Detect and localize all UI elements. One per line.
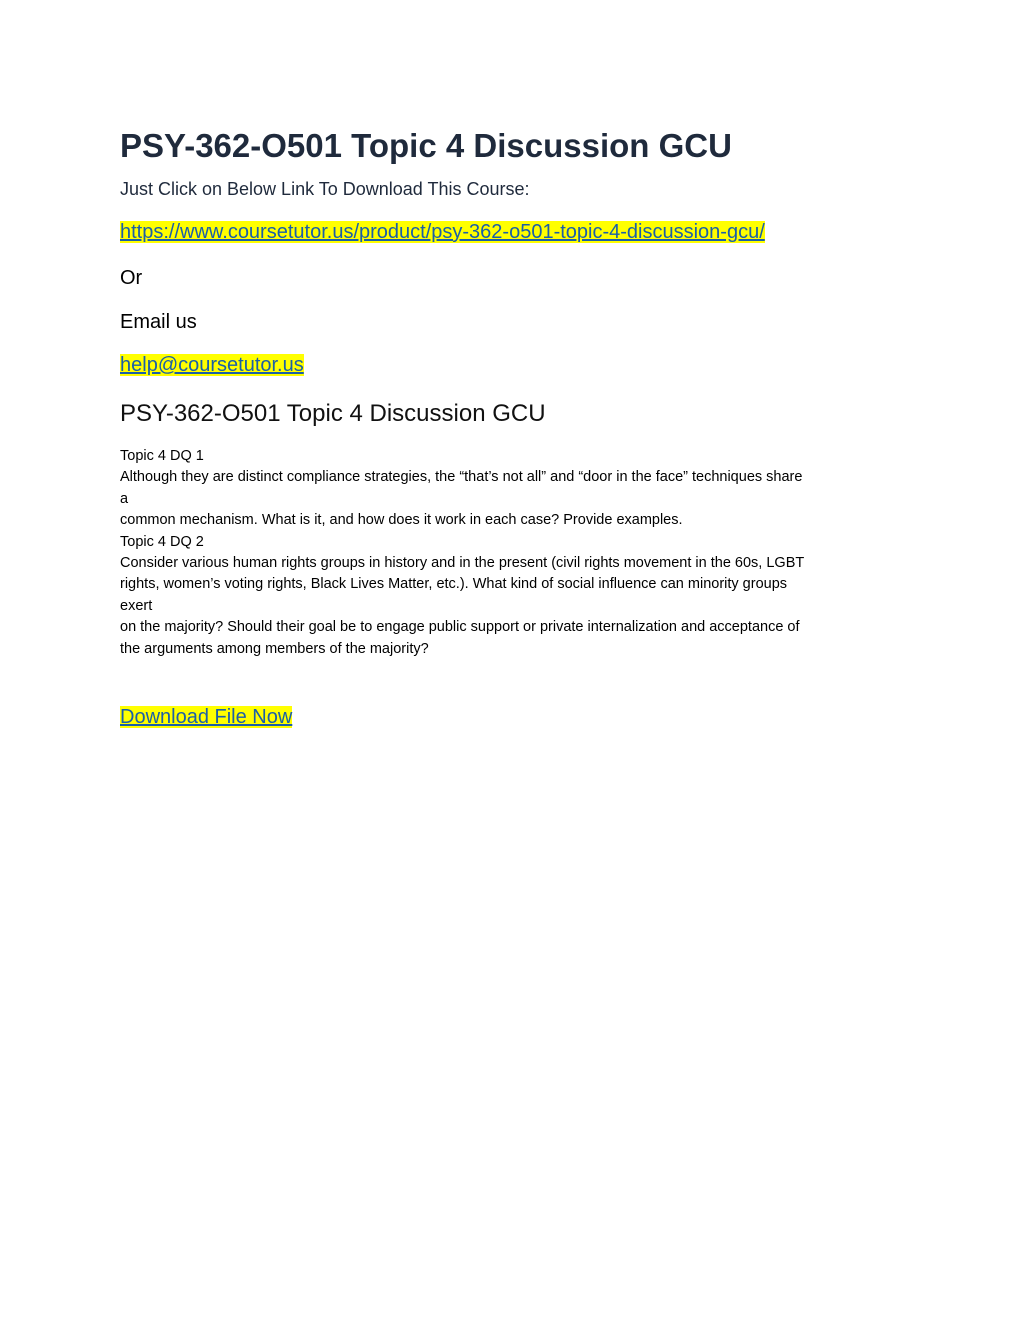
body-line: on the majority? Should their goal be to engage public support or private internalization and acceptance of (120, 619, 800, 636)
download-instruction: Just Click on Below Link To Download This Course: (120, 179, 530, 199)
body-line: Although they are distinct compliance strategies, the “that’s not all” and “door in the face” techniques share (120, 469, 803, 486)
download-link-line (120, 704, 292, 730)
body-line: Consider various human rights groups in history and in the present (civil rights movement in the 60s, LGBT (120, 555, 805, 572)
body-line: the arguments among members of the majority? (120, 640, 429, 657)
body-line: common mechanism. What is it, and how does it work in each case? Provide examples. (120, 512, 683, 529)
body-line: Topic 4 DQ 1 (120, 448, 204, 464)
body-line: a (120, 490, 129, 507)
page-title: PSY-362-O501 Topic 4 Discussion GCU (120, 127, 732, 164)
email-link[interactable]: help@coursetutor.us (120, 354, 304, 376)
body-line: rights, women’s voting rights, Black Lives Matter, etc.). What kind of social influence can minority groups (120, 576, 788, 593)
course-link[interactable]: https://www.coursetutor.us/product/psy-362-o501-topic-4-discussion-gcu/ (120, 221, 765, 243)
course-link-line (120, 219, 765, 245)
body-line: Topic 4 DQ 2 (120, 533, 204, 550)
discussion-body (120, 446, 910, 660)
body-line: exert (120, 597, 153, 614)
email-link-line (120, 352, 304, 378)
download-file-link[interactable]: Download File Now (120, 706, 293, 728)
or-text: Or (120, 267, 143, 289)
email-label: Email us (120, 311, 197, 333)
section-heading: PSY-362-O501 Topic 4 Discussion GCU (120, 400, 546, 427)
